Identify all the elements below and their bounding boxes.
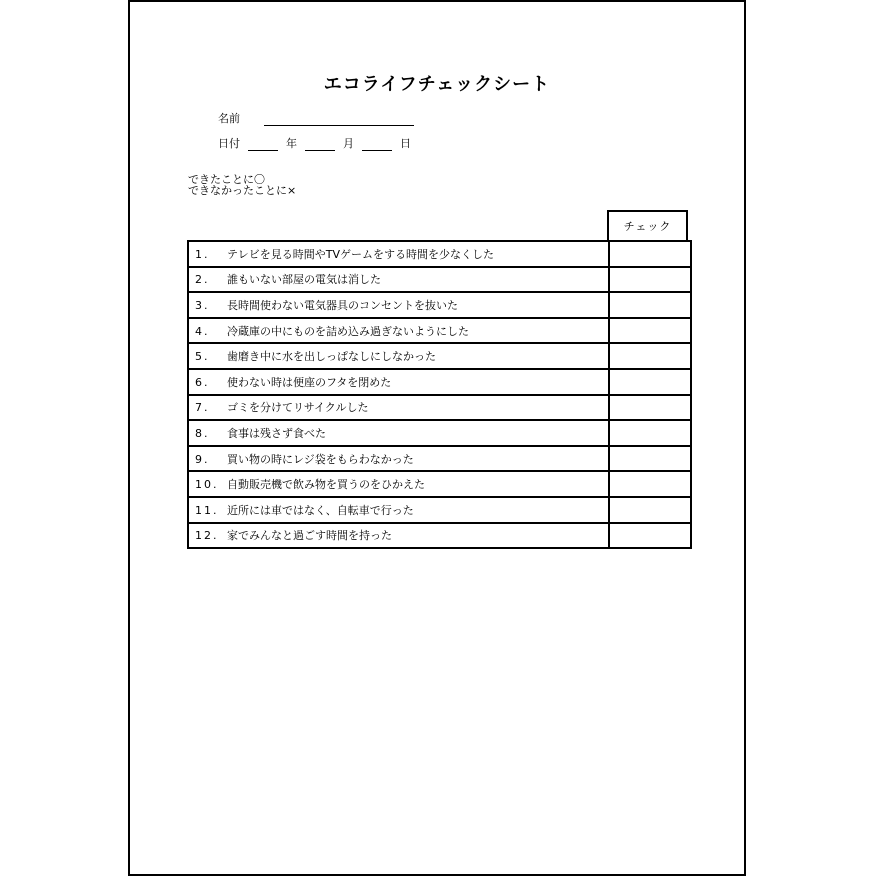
item-number: 10. <box>195 478 219 492</box>
day-field[interactable] <box>362 138 392 151</box>
item-text: テレビを見る時間やTVゲームをする時間を少なくした <box>227 247 495 261</box>
check-cell[interactable] <box>609 343 691 369</box>
table-row <box>188 343 691 369</box>
table-row <box>188 369 691 395</box>
instruction-done: できたことに〇 <box>188 173 265 186</box>
check-cell[interactable] <box>609 292 691 318</box>
table-row <box>188 318 691 344</box>
year-field[interactable] <box>248 138 278 151</box>
item-cell <box>188 292 609 318</box>
item-cell <box>188 420 609 446</box>
check-cell[interactable] <box>609 241 691 267</box>
table-row <box>188 420 691 446</box>
day-label: 日 <box>400 137 411 150</box>
item-cell <box>188 471 609 497</box>
table-row <box>188 395 691 421</box>
check-cell[interactable] <box>609 267 691 293</box>
item-text: 使わない時は便座のフタを閉めた <box>227 375 392 389</box>
item-text: 自動販売機で飲み物を買うのをひかえた <box>227 478 425 492</box>
check-cell[interactable] <box>609 369 691 395</box>
item-text: 冷蔵庫の中にものを詰め込み過ぎないようにした <box>227 324 469 338</box>
item-cell <box>188 446 609 472</box>
item-text: 家でみんなと過ごす時間を持った <box>227 529 392 543</box>
check-cell[interactable] <box>609 395 691 421</box>
date-row <box>218 135 411 151</box>
item-number: 8. <box>195 426 210 440</box>
check-cell[interactable] <box>609 523 691 549</box>
table-row <box>188 267 691 293</box>
table-row <box>188 446 691 472</box>
item-number: 11. <box>195 503 219 517</box>
item-cell <box>188 497 609 523</box>
name-label: 名前 <box>218 112 240 125</box>
month-field[interactable] <box>305 138 335 151</box>
item-cell <box>188 267 609 293</box>
item-number: 1. <box>195 247 210 261</box>
checklist-table <box>187 240 692 549</box>
item-number: 6. <box>195 375 210 389</box>
item-text: 食事は残さず食べた <box>227 426 326 440</box>
table-row <box>188 471 691 497</box>
item-text: 歯磨き中に水を出しっぱなしにしなかった <box>227 350 436 364</box>
check-cell[interactable] <box>609 471 691 497</box>
check-column-header: チェック <box>607 210 688 240</box>
table-row <box>188 497 691 523</box>
worksheet-page <box>128 0 746 876</box>
item-text: ゴミを分けてリサイクルした <box>227 401 369 415</box>
table-row <box>188 292 691 318</box>
name-field[interactable] <box>264 113 414 126</box>
page-title: エコライフチェックシート <box>323 74 551 95</box>
item-cell <box>188 343 609 369</box>
check-cell[interactable] <box>609 446 691 472</box>
item-cell <box>188 318 609 344</box>
table-row <box>188 241 691 267</box>
check-cell[interactable] <box>609 420 691 446</box>
instruction-not-done: できなかったことに× <box>188 184 297 197</box>
item-text: 誰もいない部屋の電気は消した <box>227 273 381 287</box>
item-text: 長時間使わない電気器具のコンセントを抜いた <box>227 298 458 312</box>
item-text: 近所には車ではなく、自転車で行った <box>227 503 414 517</box>
name-row <box>218 110 422 126</box>
item-number: 3. <box>195 298 210 312</box>
date-label: 日付 <box>218 137 240 150</box>
item-cell <box>188 523 609 549</box>
item-text: 買い物の時にレジ袋をもらわなかった <box>227 452 414 466</box>
item-number: 12. <box>195 529 219 543</box>
item-cell <box>188 241 609 267</box>
item-number: 7. <box>195 401 210 415</box>
item-cell <box>188 395 609 421</box>
item-number: 4. <box>195 324 210 338</box>
check-cell[interactable] <box>609 497 691 523</box>
check-cell[interactable] <box>609 318 691 344</box>
item-number: 9. <box>195 452 210 466</box>
instructions <box>188 174 296 196</box>
item-number: 2. <box>195 273 210 287</box>
year-label: 年 <box>286 137 297 150</box>
table-row <box>188 523 691 549</box>
month-label: 月 <box>343 137 354 150</box>
item-number: 5. <box>195 350 210 364</box>
item-cell <box>188 369 609 395</box>
